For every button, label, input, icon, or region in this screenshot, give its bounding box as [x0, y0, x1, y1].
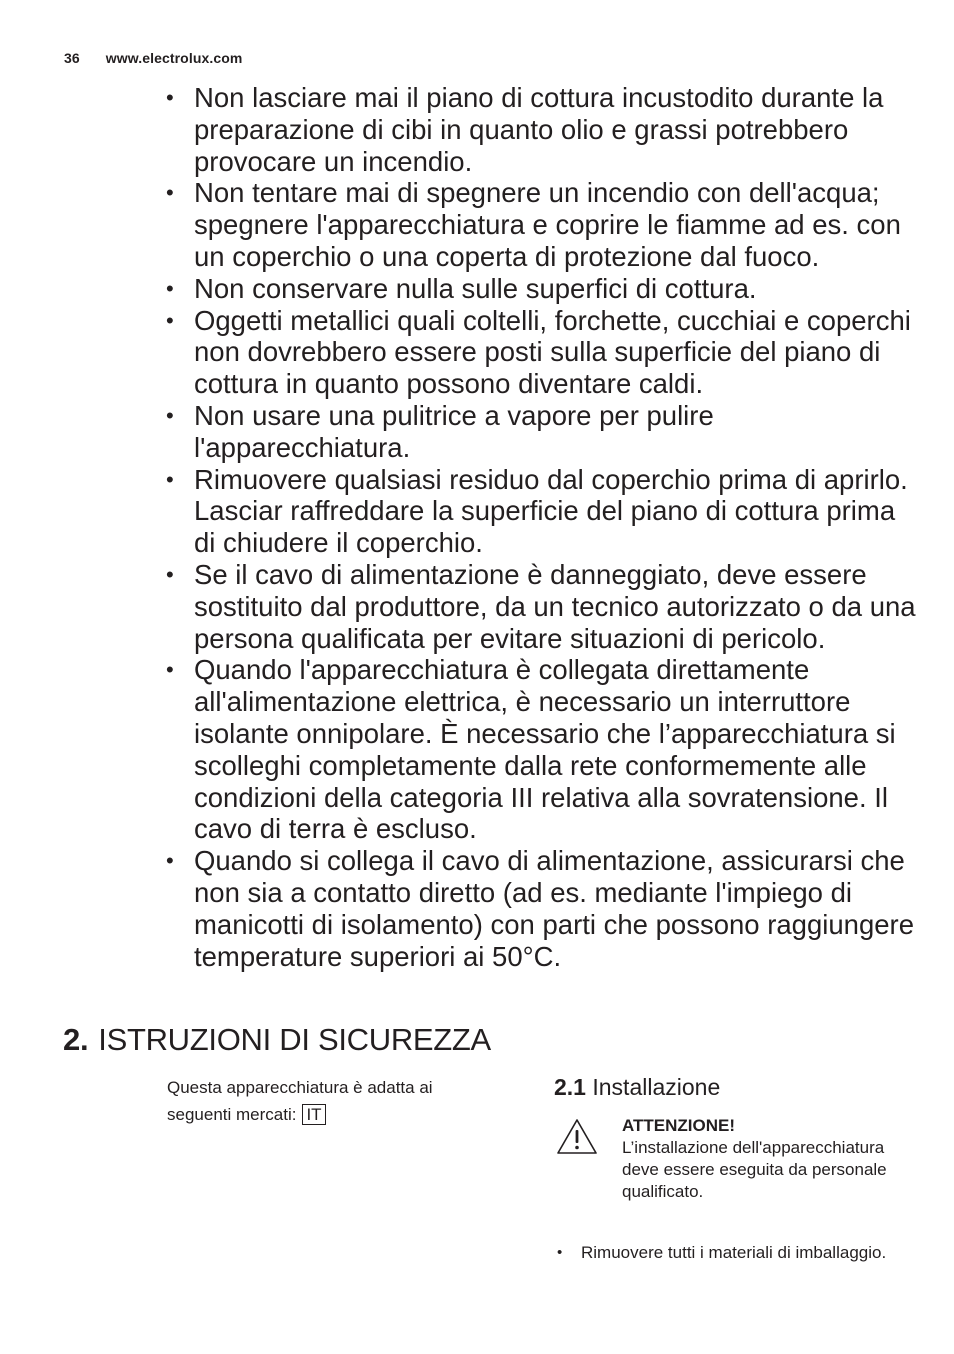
page-number: 36	[64, 50, 80, 66]
list-item: • Quando si collega il cavo di alimentazione, assicurarsi che non sia a contatto diretto (ad es. mediante l'impiego di manicotti di isolamento) con parti che possono raggiungere temperature superiori ai 50°C.	[162, 845, 922, 972]
list-item: • Non usare una pulitrice a vapore per pulire l'apparecchiatura.	[162, 400, 922, 464]
list-item: • Non lasciare mai il piano di cottura incustodito durante la preparazione di cibi in quanto olio e grassi potrebbero provocare un incendio.	[162, 82, 922, 177]
list-item: • Rimuovere tutti i materiali di imballaggio.	[555, 1241, 895, 1264]
subsection-number: 2.1	[554, 1074, 586, 1100]
list-item: • Oggetti metallici quali coltelli, forchette, cucchiai e coperchi non dovrebbero essere posti sulla superficie del piano di cottura in quanto possono diventare caldi.	[162, 305, 922, 400]
safety-bullet-list	[162, 82, 922, 972]
market-code-box: IT	[302, 1104, 325, 1125]
list-item: • Quando l'apparecchiatura è collegata direttamente all'alimentazione elettrica, è necessario un interruttore isolante onnipolare. È necessario che l’apparecchiatura si scolleghi completamente dalla rete conformemente alle condizioni della categoria III relativa alla sovratensione. Il cavo di terra è escluso.	[162, 654, 922, 845]
warning-triangle-icon	[555, 1117, 599, 1157]
page-header	[64, 50, 242, 66]
section-heading	[63, 1020, 491, 1060]
section-title: ISTRUZIONI DI SICUREZZA	[98, 1022, 491, 1057]
list-item: • Rimuovere qualsiasi residuo dal coperchio prima di aprirlo. Lasciar raffreddare la superficie del piano di cottura prima di chiudere il coperchio.	[162, 464, 922, 559]
installation-list	[555, 1241, 895, 1264]
website-link[interactable]: www.electrolux.com	[105, 50, 243, 66]
subsection-title: Installazione	[592, 1074, 721, 1100]
markets-note	[167, 1074, 487, 1128]
list-item: • Non conservare nulla sulle superfici di cottura.	[162, 273, 922, 305]
subsection-heading	[554, 1071, 720, 1103]
list-item: • Non tentare mai di spegnere un incendio con dell'acqua; spegnere l'apparecchiatura e coprire le fiamme ad es. con un coperchio o una coperta di protezione dal fuoco.	[162, 177, 922, 272]
warning-box	[622, 1115, 912, 1203]
warning-title: ATTENZIONE!	[622, 1116, 736, 1135]
warning-text: L’installazione dell'apparecchiatura deve essere eseguita da personale qualificato.	[622, 1138, 887, 1201]
list-item: • Se il cavo di alimentazione è danneggiato, deve essere sostituito dal produttore, da un tecnico autorizzato o da una persona qualificata per evitare situazioni di pericolo.	[162, 559, 922, 654]
markets-text: Questa apparecchiatura è adatta ai seguenti mercati:	[167, 1078, 433, 1124]
section-number: 2.	[63, 1022, 89, 1057]
